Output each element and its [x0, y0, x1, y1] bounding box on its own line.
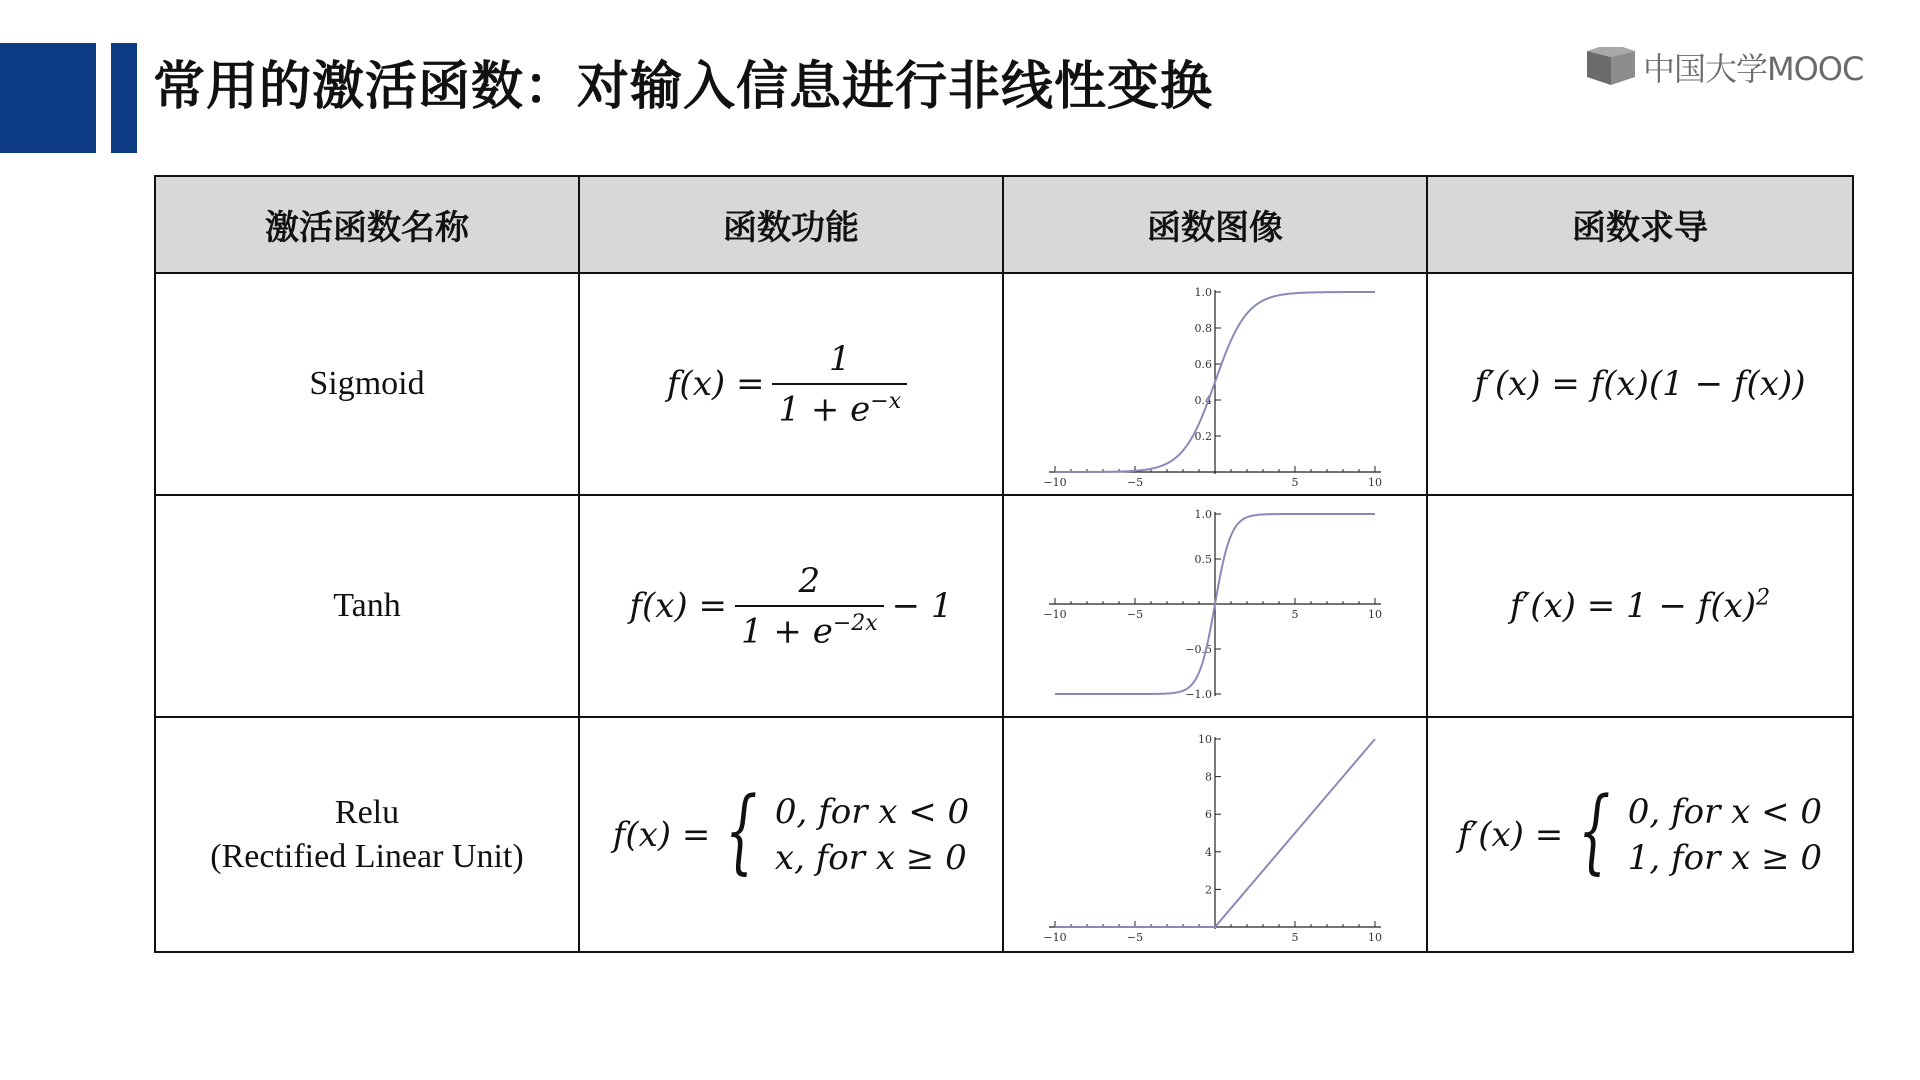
formula-exponent: −2x	[832, 610, 878, 636]
formula-lhs: f(x) =	[612, 814, 711, 855]
y-tick-label: 4	[1205, 845, 1212, 859]
x-tick-label: −5	[1126, 476, 1144, 489]
col-header-graph: 函数图像	[1003, 176, 1427, 273]
function-name-text: Tanh	[333, 587, 401, 624]
y-tick-label: 0.4	[1194, 394, 1212, 407]
title-accent-strip	[111, 43, 137, 153]
title-accent-block	[0, 43, 96, 153]
tanh-chart	[1025, 500, 1405, 712]
formula-suffix: − 1	[891, 585, 953, 626]
sigmoid-chart	[1025, 278, 1405, 490]
table-row	[155, 273, 1853, 495]
function-derivative	[1427, 495, 1853, 717]
function-derivative	[1427, 273, 1853, 495]
table-header-row	[155, 176, 1853, 273]
formula-denominator: 1 + e	[778, 389, 871, 430]
y-tick-label: 0.8	[1194, 322, 1212, 335]
function-formula	[579, 495, 1003, 717]
function-name-subtitle: (Rectified Linear Unit)	[210, 837, 524, 875]
table-row	[155, 717, 1853, 952]
col-header-function: 函数功能	[579, 176, 1003, 273]
y-tick-label: 2	[1205, 882, 1212, 896]
x-tick-label: −5	[1126, 930, 1144, 944]
formula-case-2: x, for x ≥ 0	[774, 837, 967, 878]
function-graph	[1003, 495, 1427, 717]
derivative-case-2: 1, for x ≥ 0	[1627, 837, 1823, 878]
y-tick-label: 8	[1205, 770, 1212, 784]
slide-title: 常用的激活函数：对输入信息进行非线性变换	[153, 57, 1214, 117]
logo-text: 中国大学MOOC	[1643, 50, 1864, 88]
y-tick-label: −0.5	[1185, 643, 1212, 656]
formula-cases	[710, 776, 970, 885]
y-tick-label: 10	[1198, 732, 1212, 746]
function-graph	[1003, 273, 1427, 495]
x-tick-label: −10	[1043, 930, 1067, 944]
y-tick-label: 1.0	[1194, 508, 1212, 521]
col-header-name: 激活函数名称	[155, 176, 579, 273]
formula-lhs: f(x) =	[666, 363, 765, 404]
x-tick-label: −10	[1043, 476, 1067, 489]
brace-icon: {	[1578, 776, 1611, 884]
function-name	[155, 495, 579, 717]
brace-icon: {	[725, 776, 758, 884]
x-tick-label: 5	[1291, 608, 1299, 621]
table-row	[155, 495, 1853, 717]
derivative-cases	[1563, 776, 1823, 885]
x-tick-label: 10	[1368, 608, 1382, 621]
function-name	[155, 273, 579, 495]
derivative-lhs: f′(x) =	[1457, 814, 1564, 855]
function-formula	[579, 717, 1003, 952]
x-tick-label: 5	[1291, 476, 1299, 489]
y-tick-label: 0.5	[1194, 553, 1212, 566]
x-tick-label: 5	[1291, 930, 1299, 944]
derivative-text: f′(x) = f(x)(1 − f(x))	[1474, 364, 1806, 404]
function-derivative	[1427, 717, 1853, 952]
y-tick-label: 1.0	[1194, 286, 1212, 299]
formula-case-1: 0, for x < 0	[774, 791, 970, 832]
activation-table	[154, 175, 1854, 953]
function-name-text: Relu	[334, 793, 400, 831]
formula-numerator: 1	[828, 338, 851, 379]
formula-fraction	[735, 561, 884, 651]
formula-denominator: 1 + e	[740, 611, 833, 652]
x-tick-label: 10	[1368, 930, 1382, 944]
y-tick-label: −1.0	[1185, 688, 1212, 701]
function-graph	[1003, 717, 1427, 952]
derivative-exponent: 2	[1756, 585, 1771, 611]
y-tick-label: 6	[1205, 807, 1212, 821]
y-tick-label: 0.2	[1194, 430, 1212, 443]
mooc-logo	[1585, 44, 1863, 90]
function-name-text: Sigmoid	[309, 365, 425, 402]
x-tick-label: 10	[1368, 476, 1382, 489]
derivative-text: f′(x) = 1 − f(x)	[1509, 586, 1757, 627]
formula-numerator: 2	[798, 560, 821, 601]
formula-exponent: −x	[870, 388, 902, 414]
derivative-case-1: 0, for x < 0	[1627, 791, 1823, 832]
formula-fraction	[772, 339, 907, 429]
x-tick-label: −5	[1126, 608, 1144, 621]
col-header-derivative: 函数求导	[1427, 176, 1853, 273]
function-formula	[579, 273, 1003, 495]
mooc-logo-icon	[1585, 47, 1637, 87]
x-tick-label: −10	[1043, 608, 1067, 621]
relu-chart	[1025, 725, 1405, 945]
y-tick-label: 0.6	[1194, 358, 1212, 371]
function-name	[155, 717, 579, 952]
formula-lhs: f(x) =	[629, 585, 727, 626]
